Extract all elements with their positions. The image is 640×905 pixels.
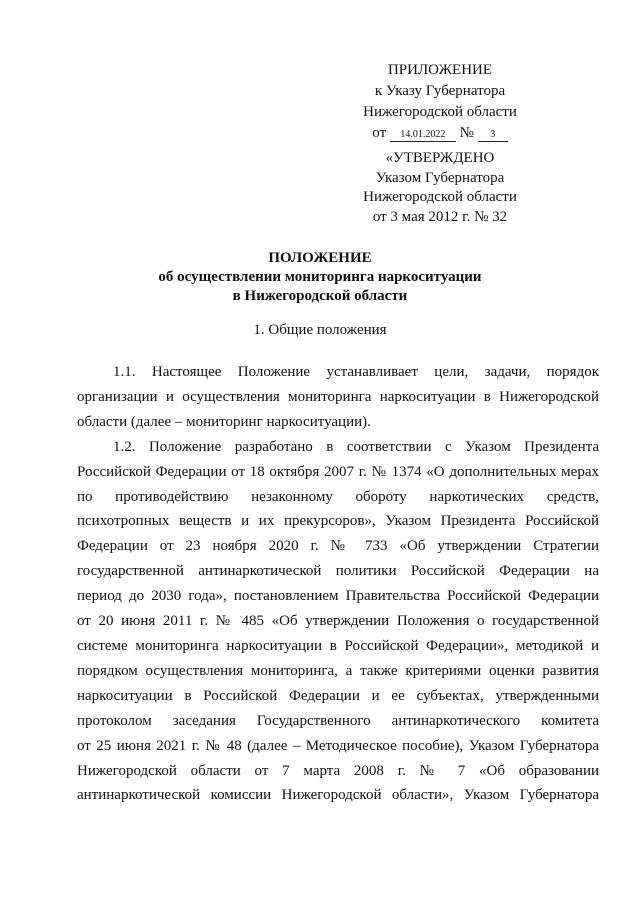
number-prefix: №: [459, 125, 474, 141]
text-line: организации и осуществления мониторинга наркоситуации в Нижегородской: [77, 388, 599, 405]
approved-line: Указом Губернатора: [375, 169, 505, 186]
text-line: области (далее – мониторинг наркоситуации).: [77, 413, 371, 430]
appendix-line-2: Нижегородской области: [363, 104, 517, 120]
paragraph-1-1: [77, 360, 599, 435]
document-title: [60, 249, 580, 306]
text-line: наркоситуации в Российской Федерации и ее субъектах, утвержденными: [77, 687, 599, 704]
paragraph-1-2: [77, 435, 599, 809]
text-line: системе мониторинга наркоситуации в Российской Федерации», методикой и: [77, 637, 599, 654]
text-line: антинаркотической комиссии Нижегородской области», Указом Губернатора: [77, 787, 599, 804]
appendix-line-1: к Указу Губернатора: [374, 83, 506, 99]
decree-number-field: 3: [478, 129, 508, 142]
approved-line: от 3 мая 2012 г. № 32: [372, 208, 508, 225]
text-line: психотропных веществ и их прекурсоров», Указом Президента Российской: [77, 513, 599, 530]
text-line: период до 2030 года», постановлением Правительства Российской Федерации: [77, 588, 599, 605]
text-line: протоколом заседания Государственного антинаркотического комитета: [77, 712, 599, 729]
text-line: по противодействию незаконному обороту наркотических средств,: [77, 488, 599, 505]
appendix-date-line: [340, 123, 540, 144]
appendix-title: ПРИЛОЖЕНИЕ: [387, 62, 493, 78]
text-line: государственной антинаркотической политики Российской Федерации на: [77, 563, 599, 580]
section-heading: 1. Общие положения: [253, 322, 387, 338]
approved-stamp-block: [340, 149, 540, 227]
text-line: 1.1. Настоящее Положение устанавливает цели, задачи, порядок: [113, 364, 599, 380]
date-prefix: от: [372, 125, 387, 141]
document-title-line: в Нижегородской области: [232, 288, 408, 304]
document-body: [77, 360, 599, 808]
text-line: Российской Федерации от 18 октября 2007 г. № 1374 «О дополнительных мерах: [77, 463, 599, 480]
text-line: от 25 июня 2021 г. № 48 (далее – Методическое пособие), Указом Губернатора: [77, 737, 599, 754]
text-line: Федерации от 23 ноября 2020 г. № 733 «Об утверждении Стратегии: [77, 538, 599, 555]
document-title-line: ПОЛОЖЕНИЕ: [268, 250, 372, 266]
approved-line: «УТВЕРЖДЕНО: [385, 150, 495, 166]
document-title-line: об осуществлении мониторинга наркоситуации: [158, 269, 482, 285]
decree-date-field: 14.01.2022: [390, 129, 456, 142]
appendix-header: [340, 60, 540, 144]
text-line: Нижегородской области от 7 марта 2008 г. № 7 «Об образовании: [77, 762, 599, 779]
text-line: 1.2. Положение разработано в соответствии с Указом Президента: [113, 438, 599, 455]
text-line: порядком осуществления мониторинга, а также критериями оценки развития: [77, 662, 599, 679]
text-line: от 20 июня 2011 г. № 485 «Об утверждении Положения о государственной: [77, 613, 599, 630]
approved-line: Нижегородской области: [363, 189, 517, 205]
